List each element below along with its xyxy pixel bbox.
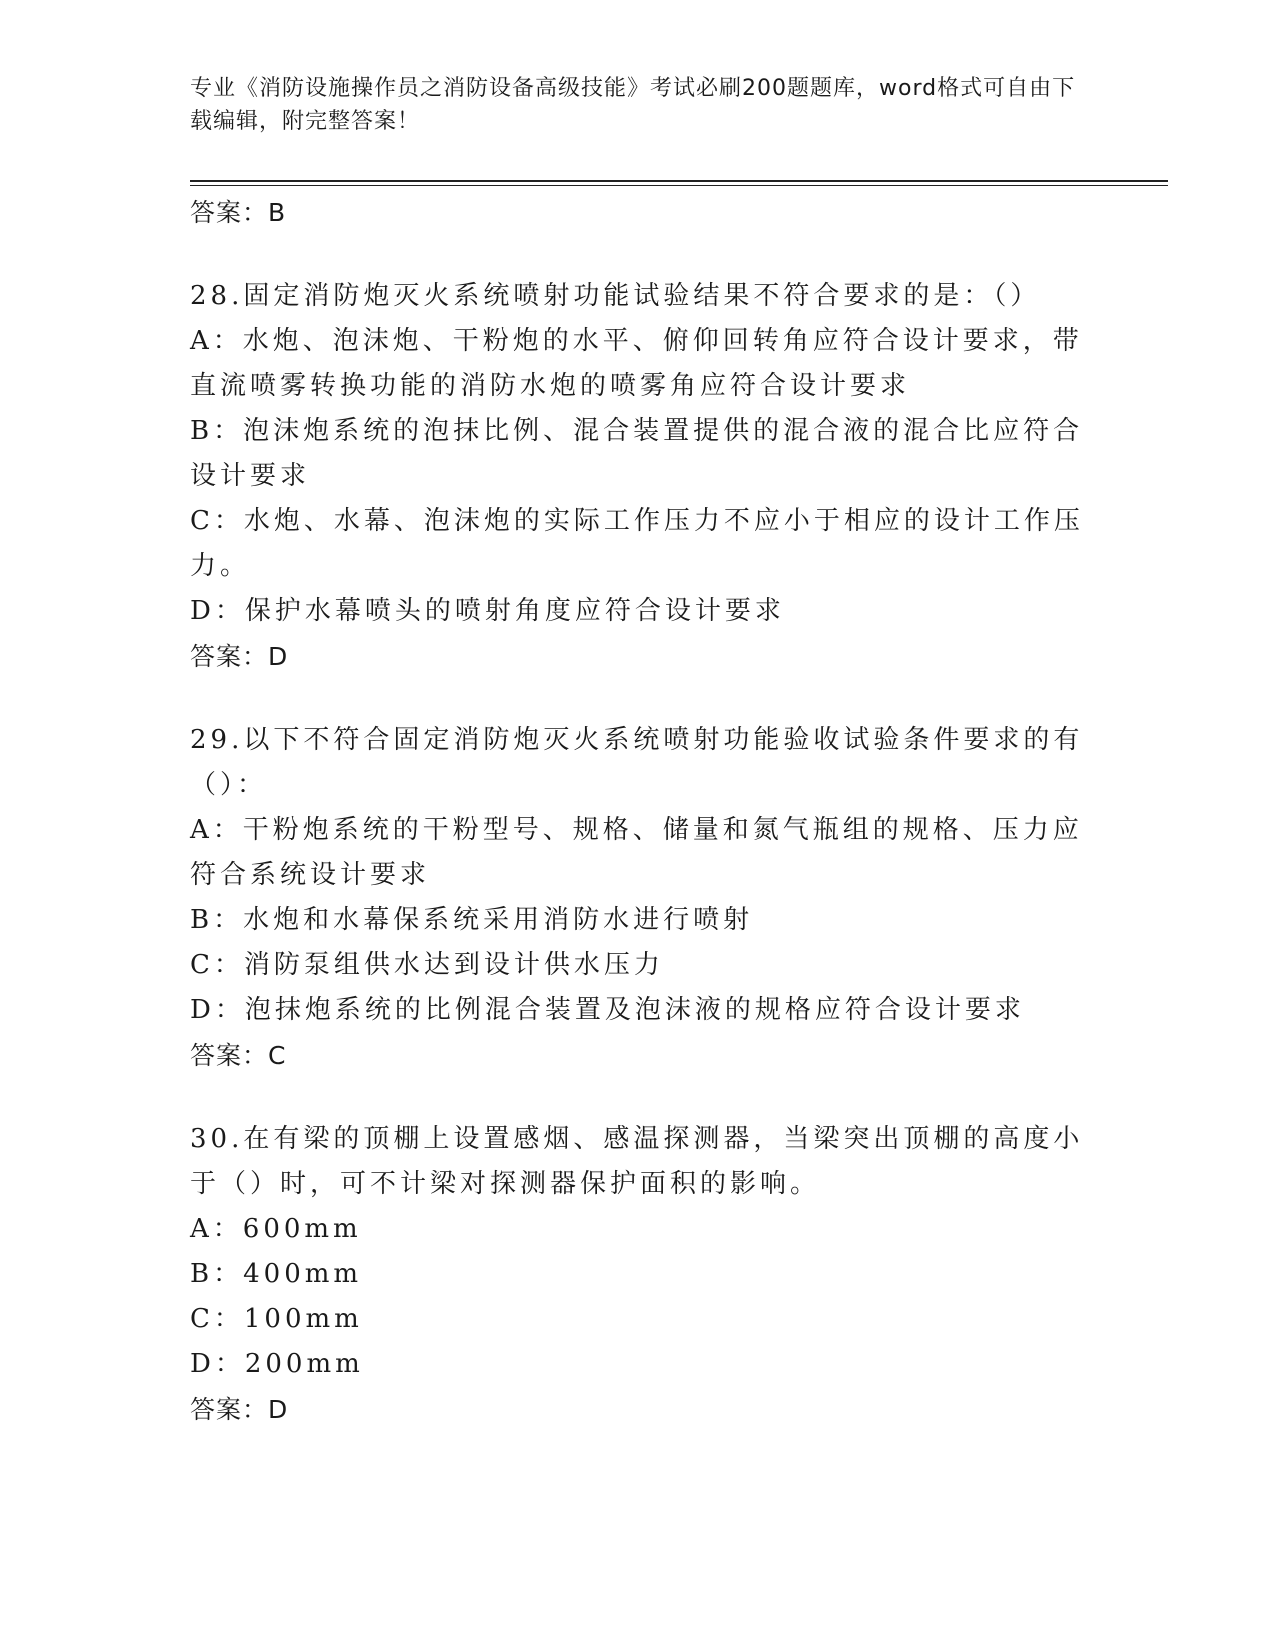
header-rule-thin xyxy=(190,185,1168,186)
document-header: 专业《消防设施操作员之消防设备高级技能》考试必刷200题题库，word格式可自由下载编辑，附完整答案！ xyxy=(190,76,1076,134)
option-d: D：保护水幕喷头的喷射角度应符合设计要求 xyxy=(190,596,785,626)
option-a: A：水炮、泡沫炮、干粉炮的水平、俯仰回转角应符合设计要求，带直流喷雾转换功能的消防水炮的喷雾角应符合设计要求 xyxy=(190,326,1083,401)
option-c: C：消防泵组供水达到设计供水压力 xyxy=(190,950,664,980)
previous-answer: 答案：B xyxy=(190,198,287,227)
question-29 xyxy=(190,718,1090,1071)
document-body xyxy=(190,190,1090,1433)
answer: 答案：C xyxy=(190,1041,287,1070)
option-a: A：600mm xyxy=(190,1214,362,1244)
question-title: 29.以下不符合固定消防炮灭火系统喷射功能验收试验条件要求的有（）： xyxy=(190,725,1084,800)
question-title: 28.固定消防炮灭火系统喷射功能试验结果不符合要求的是：（） xyxy=(190,281,1041,311)
option-c: C：水炮、水幕、泡沫炮的实际工作压力不应小于相应的设计工作压力。 xyxy=(190,506,1084,581)
answer: 答案：D xyxy=(190,642,289,671)
question-30 xyxy=(190,1117,1090,1425)
option-a: A：干粉炮系统的干粉型号、规格、储量和氮气瓶组的规格、压力应符合系统设计要求 xyxy=(190,815,1083,890)
option-b: B：泡沫炮系统的泡抹比例、混合装置提供的混合液的混合比应符合设计要求 xyxy=(190,416,1084,491)
option-d: D：200mm xyxy=(190,1349,364,1379)
answer: 答案：D xyxy=(190,1395,289,1424)
question-title: 30.在有梁的顶棚上设置感烟、感温探测器，当梁突出顶棚的高度小于（）时，可不计梁对探测器保护面积的影响。 xyxy=(190,1124,1084,1199)
option-c: C：100mm xyxy=(190,1304,363,1334)
question-28 xyxy=(190,274,1090,672)
header-rule-thick xyxy=(190,180,1168,182)
option-d: D：泡抹炮系统的比例混合装置及泡沫液的规格应符合设计要求 xyxy=(190,995,1025,1025)
option-b: B：水炮和水幕保系统采用消防水进行喷射 xyxy=(190,905,754,935)
option-b: B：400mm xyxy=(190,1259,363,1289)
